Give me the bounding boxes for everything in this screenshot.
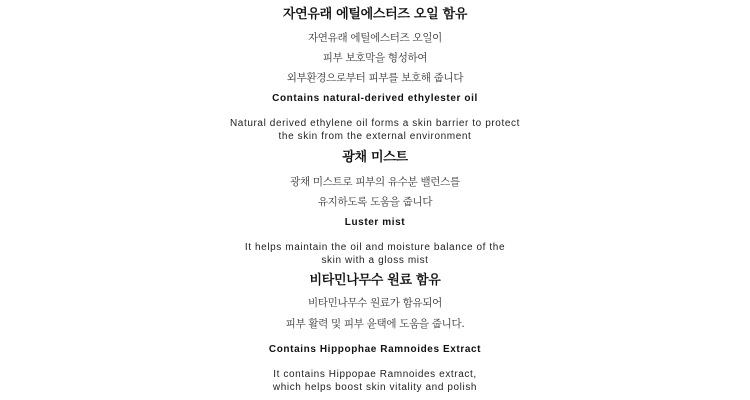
section-title-en: Contains natural-derived ethylester oil [272, 93, 478, 104]
description-line-en: It contains Hippopae Ramnoides extract, [273, 369, 477, 380]
description-line-en: which helps boost skin vitality and polish [272, 382, 478, 393]
description-line-en: the skin from the external environment [278, 131, 472, 142]
description-line-ko: 자연유래 에틸에스터즈 오일이 [307, 32, 443, 44]
description-line-en: skin with a gloss mist [321, 255, 429, 266]
description-line-ko: 비타민나무수 원료가 함유되어 [307, 297, 443, 309]
description-line-ko: 외부환경으로부터 피부를 보호해 줍니다 [286, 72, 464, 84]
description-line-ko: 광채 미스트로 피부의 유수분 밸런스를 [290, 176, 460, 188]
section-title-en: Contains Hippophae Ramnoides Extract [268, 344, 482, 355]
section-title-ko: 비타민나무수 원료 함유 [309, 273, 441, 288]
description-line-en: Natural derived ethylene oil forms a skin barrier to protect [229, 118, 520, 129]
description-line-ko: 유지하도록 도움을 줍니다 [317, 196, 433, 208]
description-line-en: It helps maintain the oil and moisture balance of the [244, 242, 506, 253]
description-line-ko: 피부 활력 및 피부 윤택에 도움을 줍니다. [285, 318, 465, 330]
description-line-ko: 피부 보호막을 형성하여 [322, 52, 428, 64]
section-title-en: Luster mist [344, 217, 406, 228]
section-title-ko: 광채 미스트 [342, 150, 408, 165]
section-title-ko: 자연유래 에틸에스터즈 오일 함유 [282, 7, 468, 22]
